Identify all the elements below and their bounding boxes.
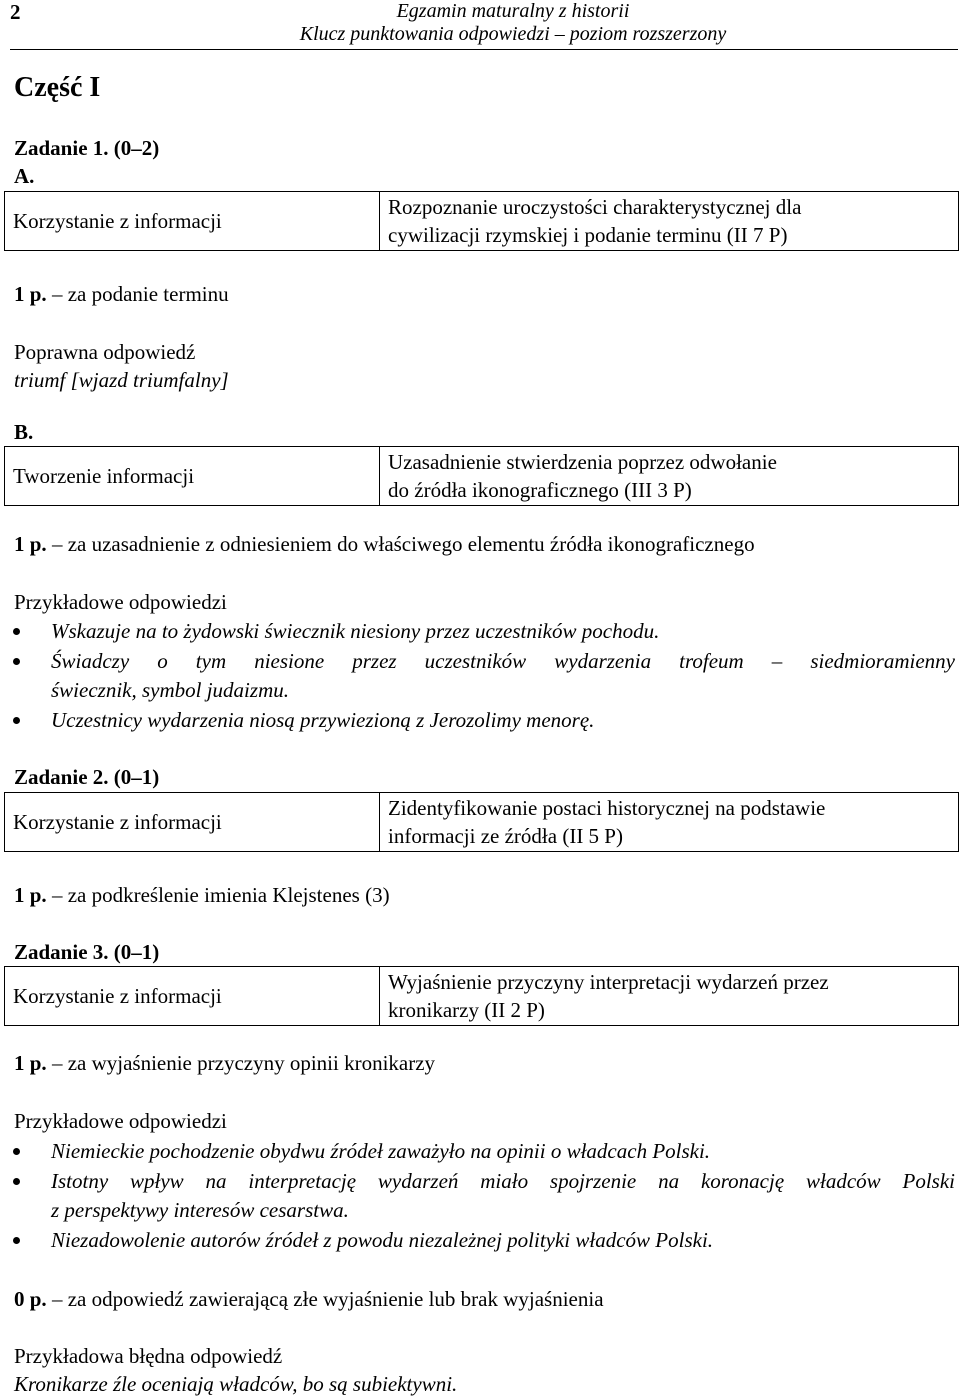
skill-cell: Korzystanie z informacji bbox=[5, 192, 380, 251]
bullet-icon bbox=[13, 1178, 20, 1185]
task-3-heading: Zadanie 3. (0–1) bbox=[14, 940, 160, 964]
task-1-part-b-label: B. bbox=[14, 420, 34, 444]
skill-cell: Korzystanie z informacji bbox=[5, 967, 380, 1026]
header-title-line-2: Klucz punktowania odpowiedzi – poziom rozszerzony bbox=[299, 23, 727, 45]
points-label: 0 p. bbox=[14, 1287, 47, 1311]
requirement-line-2: cywilizacji rzymskiej i podanie terminu (II 7 P) bbox=[388, 223, 788, 247]
requirement-cell bbox=[380, 192, 959, 251]
scoring-text: – za wyjaśnienie przyczyny opinii kronikarzy bbox=[46, 1051, 436, 1075]
list-item: Świadczy o tym niesione przez uczestników wydarzenia trofeum – siedmioramienny bbox=[51, 647, 955, 675]
task-3-wrong-answer-label: Przykładowa błędna odpowiedź bbox=[14, 1344, 283, 1368]
page-number: 2 bbox=[10, 0, 21, 24]
requirement-line-1: Uzasadnienie stwierdzenia poprzez odwołanie bbox=[388, 450, 777, 474]
list-item: Uczestnicy wydarzenia niosą przywiezioną z Jerozolimy menorę. bbox=[51, 706, 594, 734]
requirement-line-2: informacji ze źródła (II 5 P) bbox=[388, 824, 623, 848]
requirement-line-2: do źródła ikonograficznego (III 3 P) bbox=[388, 478, 692, 502]
task-1a-scoring bbox=[14, 280, 229, 308]
task-1a-answer-label: Poprawna odpowiedź bbox=[14, 340, 196, 364]
bullet-icon bbox=[13, 658, 20, 665]
task-3-wrong-answer: Kronikarze źle oceniają władców, bo są subiektywni. bbox=[14, 1372, 458, 1396]
list-item: Istotny wpływ na interpretację wydarzeń miało spojrzenie na koronację władców Polski bbox=[51, 1167, 955, 1195]
task-1a-answer: triumf [wjazd triumfalny] bbox=[14, 368, 229, 392]
task-2-heading: Zadanie 2. (0–1) bbox=[14, 765, 160, 789]
task-1-heading: Zadanie 1. (0–2) bbox=[14, 136, 160, 160]
requirement-line-1: Zidentyfikowanie postaci historycznej na podstawie bbox=[388, 796, 826, 820]
task-3-criteria-table bbox=[4, 966, 959, 1026]
task-2-criteria-table bbox=[4, 792, 959, 852]
task-1b-scoring bbox=[14, 530, 755, 558]
task-3-zero-scoring bbox=[14, 1285, 604, 1313]
task-3-examples-label: Przykładowe odpowiedzi bbox=[14, 1109, 227, 1133]
skill-cell: Tworzenie informacji bbox=[5, 447, 380, 506]
document-header bbox=[263, 0, 763, 46]
points-label: 1 p. bbox=[14, 532, 47, 556]
list-item: Niemieckie pochodzenie obydwu źródeł zaważyło na opinii o władcach Polski. bbox=[51, 1137, 710, 1165]
task-2-scoring bbox=[14, 881, 390, 909]
points-label: 1 p. bbox=[14, 1051, 47, 1075]
skill-cell: Korzystanie z informacji bbox=[5, 793, 380, 852]
points-label: 1 p. bbox=[14, 883, 47, 907]
points-label: 1 p. bbox=[14, 282, 47, 306]
task-1b-examples-label: Przykładowe odpowiedzi bbox=[14, 590, 227, 614]
requirement-line-2: kronikarzy (II 2 P) bbox=[388, 998, 545, 1022]
requirement-line-1: Wyjaśnienie przyczyny interpretacji wydarzeń przez bbox=[388, 970, 829, 994]
scoring-text: – za podanie terminu bbox=[46, 282, 229, 306]
requirement-cell bbox=[380, 793, 959, 852]
requirement-line-1: Rozpoznanie uroczystości charakterystycznej dla bbox=[388, 195, 802, 219]
scoring-text: – za podkreślenie imienia Klejstenes (3) bbox=[46, 883, 390, 907]
task-1b-criteria-table bbox=[4, 446, 959, 506]
task-3-scoring bbox=[14, 1049, 435, 1077]
list-item: Niezadowolenie autorów źródeł z powodu niezależnej polityki władców Polski. bbox=[51, 1226, 713, 1254]
scoring-text: – za odpowiedź zawierającą złe wyjaśnienie lub brak wyjaśnienia bbox=[46, 1287, 604, 1311]
bullet-icon bbox=[13, 1237, 20, 1244]
list-item: Wskazuje na to żydowski świecznik niesiony przez uczestników pochodu. bbox=[51, 617, 659, 645]
requirement-cell bbox=[380, 967, 959, 1026]
bullet-icon bbox=[13, 628, 20, 635]
part-title: Część I bbox=[14, 72, 101, 103]
task-1a-criteria-table bbox=[4, 191, 959, 251]
requirement-cell bbox=[380, 447, 959, 506]
list-item-continuation: z perspektywy interesów cesarstwa. bbox=[51, 1198, 349, 1222]
scoring-text: – za uzasadnienie z odniesieniem do właściwego elementu źródła ikonograficznego bbox=[46, 532, 755, 556]
header-title-line-1: Egzamin maturalny z historii bbox=[396, 0, 630, 22]
list-item-continuation: świecznik, symbol judaizmu. bbox=[51, 678, 289, 702]
bullet-icon bbox=[13, 717, 20, 724]
header-divider bbox=[10, 49, 958, 50]
task-1-part-a-label: A. bbox=[14, 164, 35, 188]
bullet-icon bbox=[13, 1148, 20, 1155]
